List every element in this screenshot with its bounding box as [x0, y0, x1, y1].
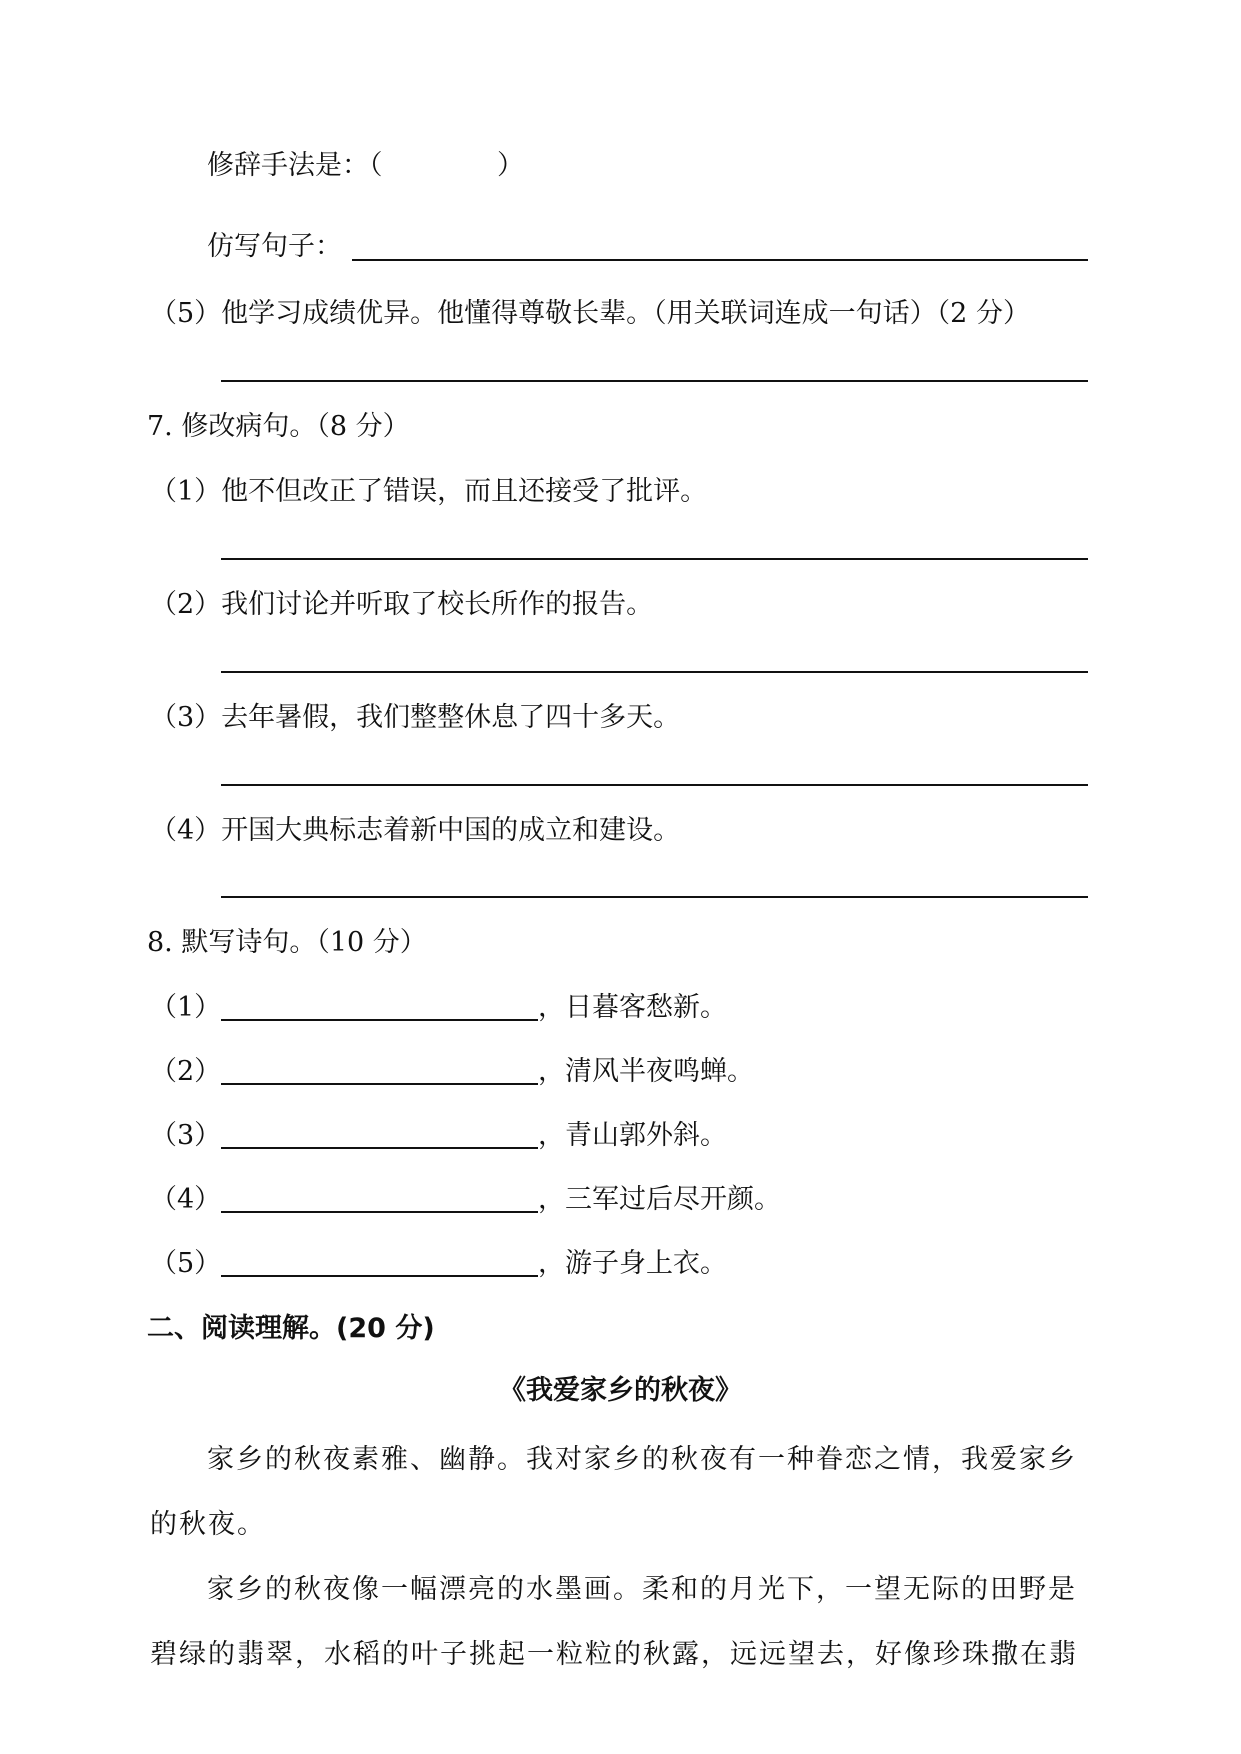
q7-answer-line-1[interactable]	[221, 558, 1088, 560]
q8-blank-1[interactable]	[221, 1019, 538, 1021]
q8-item-1-tail: ，日暮客愁新。	[538, 992, 727, 1023]
q7-item-1: （1）他不但改正了错误，而且还接受了批评。	[150, 476, 708, 507]
q7-answer-line-4[interactable]	[221, 896, 1088, 898]
imitate-answer-line[interactable]	[352, 259, 1088, 261]
q8-blank-3[interactable]	[221, 1147, 538, 1149]
q8-item-2-num: （2）	[150, 1056, 222, 1087]
reading-section-title: 二、阅读理解。(20 分)	[147, 1313, 435, 1344]
article-line-3: 家乡的秋夜像一幅漂亮的水墨画。柔和的月光下，一望无际的田野是	[207, 1574, 1077, 1605]
imitate-label: 仿写句子：	[207, 231, 342, 262]
q5-answer-line[interactable]	[221, 380, 1088, 382]
q7-item-4: （4）开国大典标志着新中国的成立和建设。	[150, 815, 681, 846]
q8-item-4-tail: ，三军过后尽开颜。	[538, 1184, 781, 1215]
article-line-1: 家乡的秋夜素雅、幽静。我对家乡的秋夜有一种眷恋之情，我爱家乡	[207, 1444, 1077, 1475]
rhetoric-label: 修辞手法是：（	[207, 150, 383, 181]
q8-item-3-num: （3）	[150, 1120, 222, 1151]
q8-item-2-tail: ，清风半夜鸣蝉。	[538, 1056, 754, 1087]
q8-blank-4[interactable]	[221, 1211, 538, 1213]
q7-title: 7. 修改病句。（8 分）	[147, 411, 410, 442]
q7-answer-line-3[interactable]	[221, 784, 1088, 786]
q8-item-1-num: （1）	[150, 992, 222, 1023]
q8-blank-2[interactable]	[221, 1083, 538, 1085]
q8-blank-5[interactable]	[221, 1275, 538, 1277]
q7-answer-line-2[interactable]	[221, 671, 1088, 673]
q8-title: 8. 默写诗句。（10 分）	[147, 927, 427, 958]
article-line-4: 碧绿的翡翠，水稻的叶子挑起一粒粒的秋露，远远望去，好像珍珠撒在翡	[150, 1639, 1078, 1670]
article-line-2: 的秋夜。	[150, 1509, 266, 1540]
article-title: 《我爱家乡的秋夜》	[499, 1375, 742, 1406]
q8-item-3-tail: ，青山郭外斜。	[538, 1120, 727, 1151]
q7-item-2: （2）我们讨论并听取了校长所作的报告。	[150, 589, 654, 620]
q8-item-5-tail: ，游子身上衣。	[538, 1248, 727, 1279]
q7-item-3: （3）去年暑假，我们整整休息了四十多天。	[150, 702, 681, 733]
q8-item-5-num: （5）	[150, 1248, 222, 1279]
rhetoric-close: ）	[497, 150, 524, 181]
question-5: （5）他学习成绩优异。他懂得尊敬长辈。（用关联词连成一句话）（2 分）	[150, 298, 1030, 329]
q8-item-4-num: （4）	[150, 1184, 222, 1215]
